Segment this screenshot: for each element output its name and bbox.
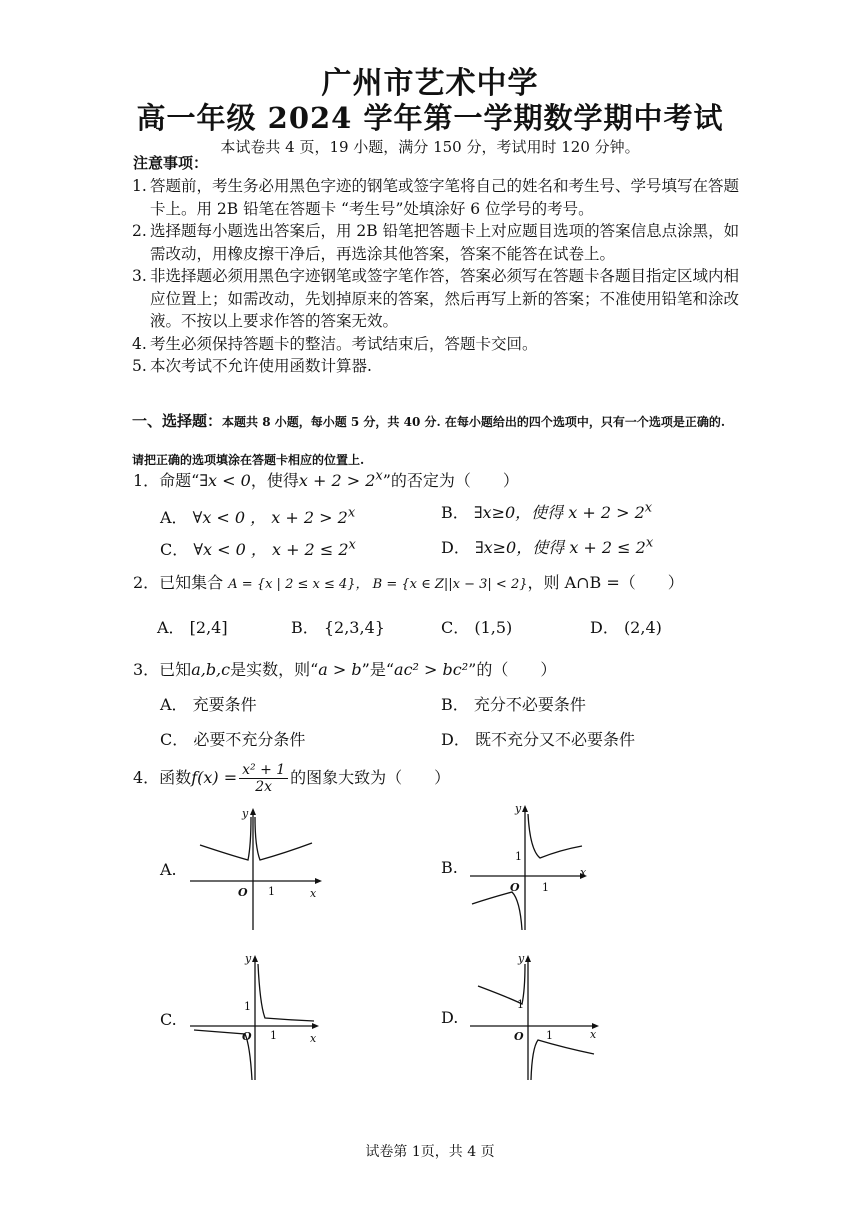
q3-stem-part: ”是“ [361,660,395,679]
option-label: C． [441,618,470,637]
axis-y-label: y [518,952,525,965]
option-label: B． [441,503,469,522]
notice-item [132,220,742,265]
option-label: D． [441,538,470,557]
notice-number: 4. [132,334,147,353]
q4-option-c-label[interactable]: C. [160,1010,177,1029]
axis-x-label: x [580,866,587,879]
page-footer: 试卷第 1页，共 4 页 [365,1144,495,1160]
option-label: A． [160,695,188,714]
notice-text: 本次考试不允许使用函数计算器. [150,357,372,375]
notice-text: 选择题每小题选出答案后，用 2B 铅笔把答题卡上对应题目选项的答案信息点涂黑，如需改动，用橡皮擦干净后，再选涂其他答案，答案不能答在试卷上。 [150,222,740,263]
q4-graph-b[interactable] [470,800,610,935]
q2-option-b[interactable] [291,615,385,638]
option-label: A． [160,508,188,527]
option-text: 充分不必要条件 [473,695,586,714]
question-1-stem [133,468,519,491]
q3-stem-math: a > b [318,660,362,679]
tick-one-y-label: 1 [244,1000,251,1013]
question-4-stem [133,762,450,795]
option-label: C． [160,730,189,749]
option-text: 必要不充分条件 [193,730,306,749]
option-text: ∃x≥0，使得 x + 2 ≤ 2 [474,538,646,557]
option-sup: x [348,537,356,553]
tick-one-y-label: 1 [515,850,522,863]
option-label: A． [157,618,185,637]
q4-option-d-label[interactable]: D. [441,1008,459,1027]
question-3-stem [133,657,556,680]
origin-label: O [238,886,248,899]
notice-item [132,265,742,333]
q4-fraction [239,762,288,795]
notice-number: 2. [132,222,147,240]
q2-option-c[interactable] [441,615,512,638]
notice-list [132,175,742,378]
q1-option-b[interactable] [441,500,652,523]
q3-option-b[interactable] [441,692,586,715]
q1-stem-math: x + 2 > 2 [298,471,376,490]
q3-option-c[interactable] [160,727,305,750]
section-description: 本题共 8 小题，每小题 5 分，共 40 分. 在每小题给出的四个选项中，只有一个选项是正确的. 请把正确的选项填涂在答题卡相应的位置上. [132,415,726,467]
option-text: ∀x < 0 ， x + 2 ≤ 2 [193,540,349,559]
tick-one-y-label: 1 [517,998,524,1011]
q1-stem-math: ∃x < 0 [199,471,251,490]
q3-stem-part: 是实数，则“ [230,660,319,679]
q1-stem-part: 1．命题“ [133,471,200,490]
exam-info: 本试卷共 4 页，19 小题，满分 150 分，考试用时 120 分钟。 [220,138,640,156]
tick-one-label: 1 [542,881,549,894]
q4-option-b-label[interactable]: B. [441,858,458,877]
notice-item [132,175,742,220]
notice-number: 3. [132,267,147,285]
option-text: (2,4) [623,618,662,637]
axis-x-label: x [310,887,317,900]
q2-stem-part: ，则 A∩B =（ ） [527,573,684,592]
question-2-stem [133,570,684,593]
notice-text: 考生必须保持答题卡的整洁。考试结束后，答题卡交回。 [150,334,538,353]
fraction-numerator: x² + 1 [239,762,288,779]
axis-x-label: x [310,1032,317,1045]
notice-text: 非选择题必须用黑色字迹钢笔或签字笔作答，答案必须写在答题卡各题目指定区域内相应位置上；如需改动，先划掉原来的答案，然后再写上新的答案；不准使用铅笔和涂改液。不按以上要求作答的答案无效。 [150,267,740,330]
option-text: [2,4] [189,618,228,637]
q2-stem-part: 2．已知集合 [133,573,229,592]
q1-stem-part: ”的否定为（ ） [382,471,519,490]
q2-option-a[interactable] [157,615,228,638]
origin-label: O [242,1030,252,1043]
q2-option-d[interactable] [590,615,662,638]
option-label: B． [441,695,469,714]
q4-stem-math: f(x) = [191,768,238,787]
option-label: D． [590,618,619,637]
notice-text: 答题前，考生务必用黑色字迹的钢笔或签字笔将自己的姓名和考生号、学号填写在答题卡上。用 2B 铅笔在答题卡 “考生号”处填涂好 6 位学号的考号。 [150,177,740,218]
origin-label: O [510,881,520,894]
notice-item [132,333,742,356]
q3-stem-math: a,b,c [191,660,231,679]
q4-stem-part: 的图象大致为（ ） [290,768,451,787]
section-title: 一、选择题： [132,412,223,430]
option-text: ∃x≥0，使得 x + 2 > 2 [473,503,645,522]
notice-heading: 注意事项： [133,154,209,172]
notice-number: 1. [132,177,147,195]
q1-option-a[interactable] [160,505,355,528]
q1-option-d[interactable] [441,535,653,558]
notice-item [132,355,742,378]
axis-x-label: x [590,1028,597,1041]
q4-option-a-label[interactable]: A. [160,860,177,879]
fraction-denominator: 2x [255,779,273,795]
q3-stem-math: ac² > bc² [394,660,469,679]
origin-label: O [514,1030,524,1043]
axis-y-label: y [515,802,522,815]
q2-stem-math: A = {x | 2 ≤ x ≤ 4}， B = {x ∈ Z||x − 3| < 2} [228,577,528,592]
option-sup: x [645,535,654,551]
q1-stem-part: ，使得 [250,471,299,490]
q4-graph-c[interactable] [190,950,330,1085]
option-label: B． [291,618,319,637]
notice-number: 5. [132,357,147,375]
exam-title: 高一年级 2024 学年第一学期数学期中考试 [136,101,724,135]
tick-one-label: 1 [268,885,275,898]
q1-stem-sup: x [375,468,383,484]
option-text: ∀x < 0 ， x + 2 > 2 [192,508,348,527]
option-text: 充要条件 [192,695,257,714]
option-text: 既不充分又不必要条件 [474,730,635,749]
q3-option-d[interactable] [441,727,635,750]
axis-y-label: y [242,807,249,820]
option-sup: x [644,500,653,516]
tick-one-label: 1 [270,1029,277,1042]
q4-stem-part: 4．函数 [133,768,192,787]
q1-option-c[interactable] [160,537,356,560]
tick-one-label: 1 [546,1029,553,1042]
option-sup: x [347,505,356,521]
school-name: 广州市艺术中学 [321,66,539,101]
option-label: D． [441,730,470,749]
q3-stem-part: 3．已知 [133,660,192,679]
q3-stem-part: ”的（ ） [468,660,557,679]
option-label: C． [160,540,189,559]
q4-graph-d[interactable] [470,950,610,1085]
axis-y-label: y [245,952,252,965]
option-text: (1,5) [474,618,513,637]
q4-graph-a[interactable] [190,805,330,935]
option-text: {2,3,4} [323,618,385,637]
q3-option-a[interactable] [160,692,257,715]
